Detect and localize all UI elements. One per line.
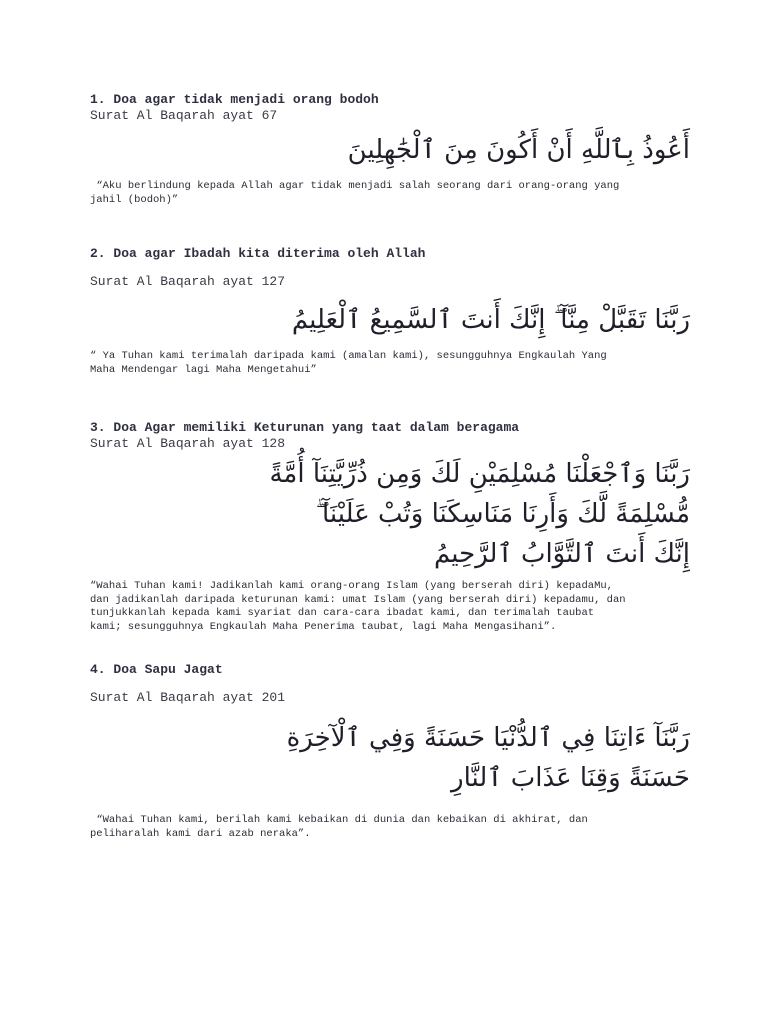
prayer-translation: “Aku berlindung kepada Allah agar tidak menjadi salah seorang dari orang-orang yang jahil (bodoh)” (90, 180, 620, 206)
prayer-heading: 3. Doa Agar memiliki Keturunan yang taat dalam beragama (90, 420, 520, 435)
arabic-verse-line: حَسَنَةً وَقِنَا عَذَابَ ٱلنَّارِ (451, 763, 690, 793)
arabic-verse-line: أَعُوذُ بِٱللَّهِ أَنْ أَكُونَ مِنَ ٱلْجَٰهِلِينَ (347, 135, 690, 165)
arabic-verse-line: رَبَّنَا وَٱجْعَلْنَا مُسْلِمَيْنِ لَكَ وَمِن ذُرِّيَّتِنَآ أُمَّةً (269, 459, 690, 489)
prayer-translation: “Wahai Tuhan kami! Jadikanlah kami orang-orang Islam (yang berserah diri) kepadaMu, dan jadikanlah daripada keturunan kami: umat Islam (yang berserah diri) kepadamu, dan tunjukkanlah kepada kami syariat dan cara-cara ibadat kami, dan terimalah taubat kami; sesungguhnya Engkaulah Maha Penerima taubat, lagi Maha Mengasihani”. (90, 580, 626, 633)
arabic-verse-line: رَبَّنَا تَقَبَّلْ مِنَّآ ۖ إِنَّكَ أَنتَ ٱلسَّمِيعُ ٱلْعَلِيمُ (291, 305, 690, 335)
arabic-verse-line: إِنَّكَ أَنتَ ٱلتَّوَّابُ ٱلرَّحِيمُ (433, 539, 690, 569)
prayer-translation: “ Ya Tuhan kami terimalah daripada kami (amalan kami), sesungguhnya Engkaulah Yang Maha Mendengar lagi Maha Mengetahui” (90, 350, 607, 376)
prayer-section-2 (90, 246, 690, 377)
prayer-source: Surat Al Baqarah ayat 128 (90, 436, 286, 451)
prayer-section-3 (90, 420, 690, 634)
prayer-section-4 (90, 662, 690, 841)
prayer-heading: 4. Doa Sapu Jagat (90, 662, 223, 677)
prayer-section-1 (90, 92, 690, 207)
prayer-source: Surat Al Baqarah ayat 201 (90, 690, 286, 705)
prayer-heading: 1. Doa agar tidak menjadi orang bodoh (90, 92, 379, 107)
prayer-source: Surat Al Baqarah ayat 127 (90, 274, 286, 289)
prayer-source: Surat Al Baqarah ayat 67 (90, 108, 278, 123)
prayer-translation: “Wahai Tuhan kami, berilah kami kebaikan di dunia dan kebaikan di akhirat, dan peliharalah kami dari azab neraka”. (90, 814, 588, 840)
arabic-verse-line: رَبَّنَآ ءَاتِنَا فِي ٱلدُّنْيَا حَسَنَةً وَفِي ٱلْآخِرَةِ (286, 723, 690, 753)
arabic-verse-line: مُّسْلِمَةً لَّكَ وَأَرِنَا مَنَاسِكَنَا وَتُبْ عَلَيْنَآ ۖ (315, 499, 690, 529)
prayer-heading: 2. Doa agar Ibadah kita diterima oleh Allah (90, 246, 426, 261)
